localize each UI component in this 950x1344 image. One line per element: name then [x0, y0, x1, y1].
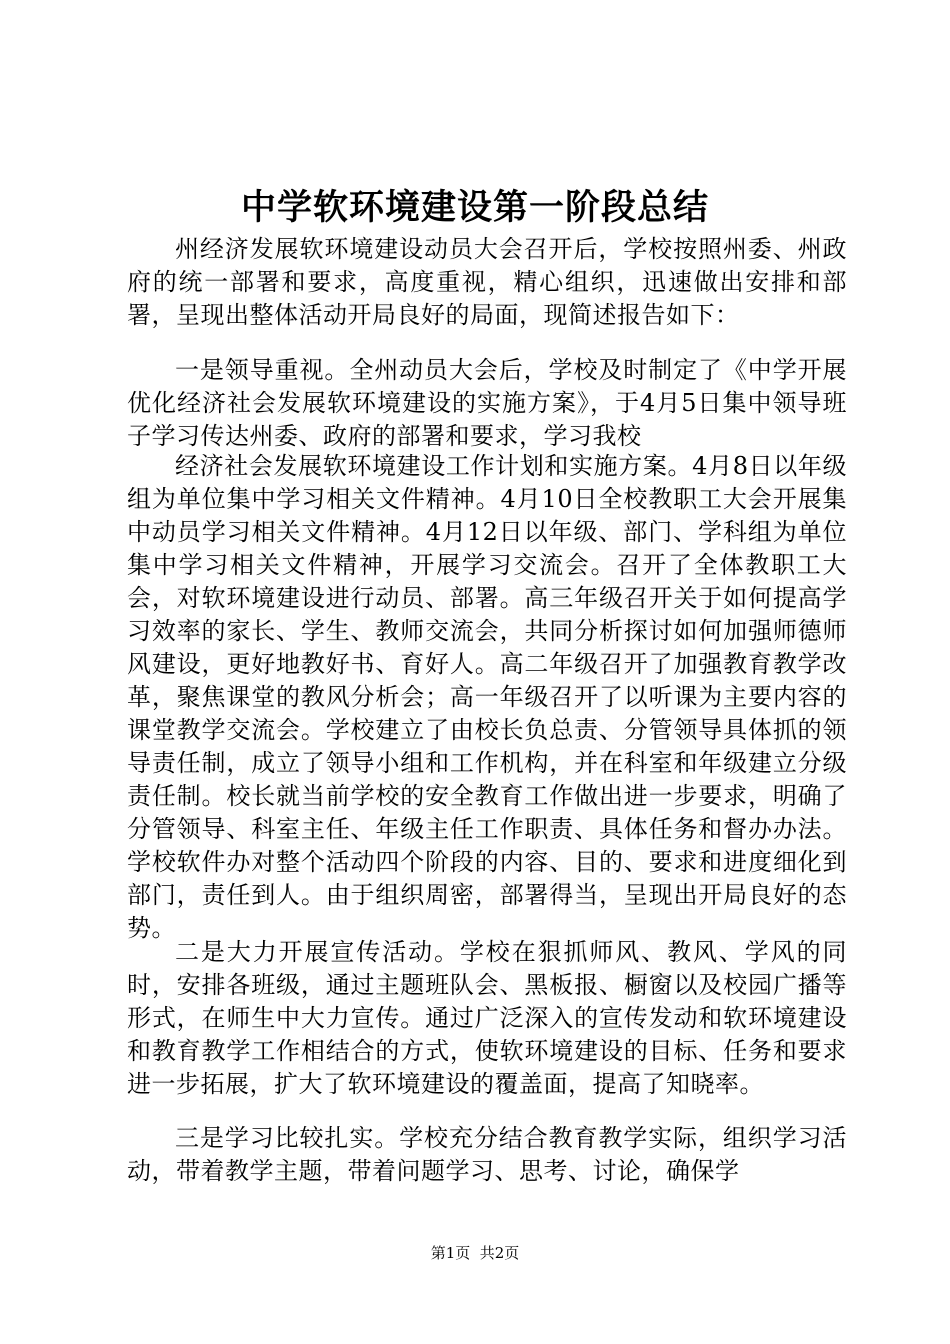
- paragraph-leadership-continued: 经济社会发展软环境建设工作计划和实施方案。4月8日以年级组为单位集中学习相关文件精神。4月10日全校教职工大会开展集中动员学习相关文件精神。4月12日以年级、部门、学科组为单位集中学习相关文件精神，开展学习交流会。召开了全体教职工大会，对软环境建设进行动员、部署。高三年级召开关于如何提高学习效率的家长、学生、教师交流会，共同分析探讨如何加强师德师风建设，更好地教好书、育好人。高二年级召开了加强教育教学改革，聚焦课堂的教风分析会；高一年级召开了以听课为主要内容的课堂教学交流会。学校建立了由校长负总责、分管领导具体抓的领导责任制，成立了领导小组和工作机构，并在科室和年级建立分级责任制。校长就当前学校的安全教育工作做出进一步要求，明确了分管领导、科室主任、年级主任工作职责、具体任务和督办办法。学校软件办对整个活动四个阶段的内容、目的、要求和进度细化到部门，责任到人。由于组织周密，部署得当，呈现出开局良好的态势。: [127, 452, 847, 942]
- paragraph-publicity: 二是大力开展宣传活动。学校在狠抓师风、教风、学风的同时，安排各班级，通过主题班队会、黑板报、橱窗以及校园广播等形式，在师生中大力宣传。通过广泛深入的宣传发动和软环境建设和教育教学工作相结合的方式，使软环境建设的目标、任务和要求进一步拓展，扩大了软环境建设的覆盖面，提高了知晓率。: [127, 938, 847, 1098]
- page-number-label: 第1页 共2页: [430, 1244, 520, 1262]
- document-title: 中学软环境建设第一阶段总结: [240, 188, 709, 228]
- paragraph-leadership: 一是领导重视。全州动员大会后，学校及时制定了《中学开展优化经济社会发展软环境建设的实施方案》，于4月5日集中领导班子学习传达州委、政府的部署和要求，学习我校: [127, 356, 847, 450]
- paragraph-intro: 州经济发展软环境建设动员大会召开后，学校按照州委、州政府的统一部署和要求，高度重视，精心组织，迅速做出安排和部署，呈现出整体活动开局良好的局面，现简述报告如下：: [127, 235, 847, 329]
- page-footer: [0, 1243, 950, 1263]
- paragraph-study: 三是学习比较扎实。学校充分结合教育教学实际，组织学习活动，带着教学主题，带着问题学习、思考、讨论，确保学: [127, 1124, 847, 1185]
